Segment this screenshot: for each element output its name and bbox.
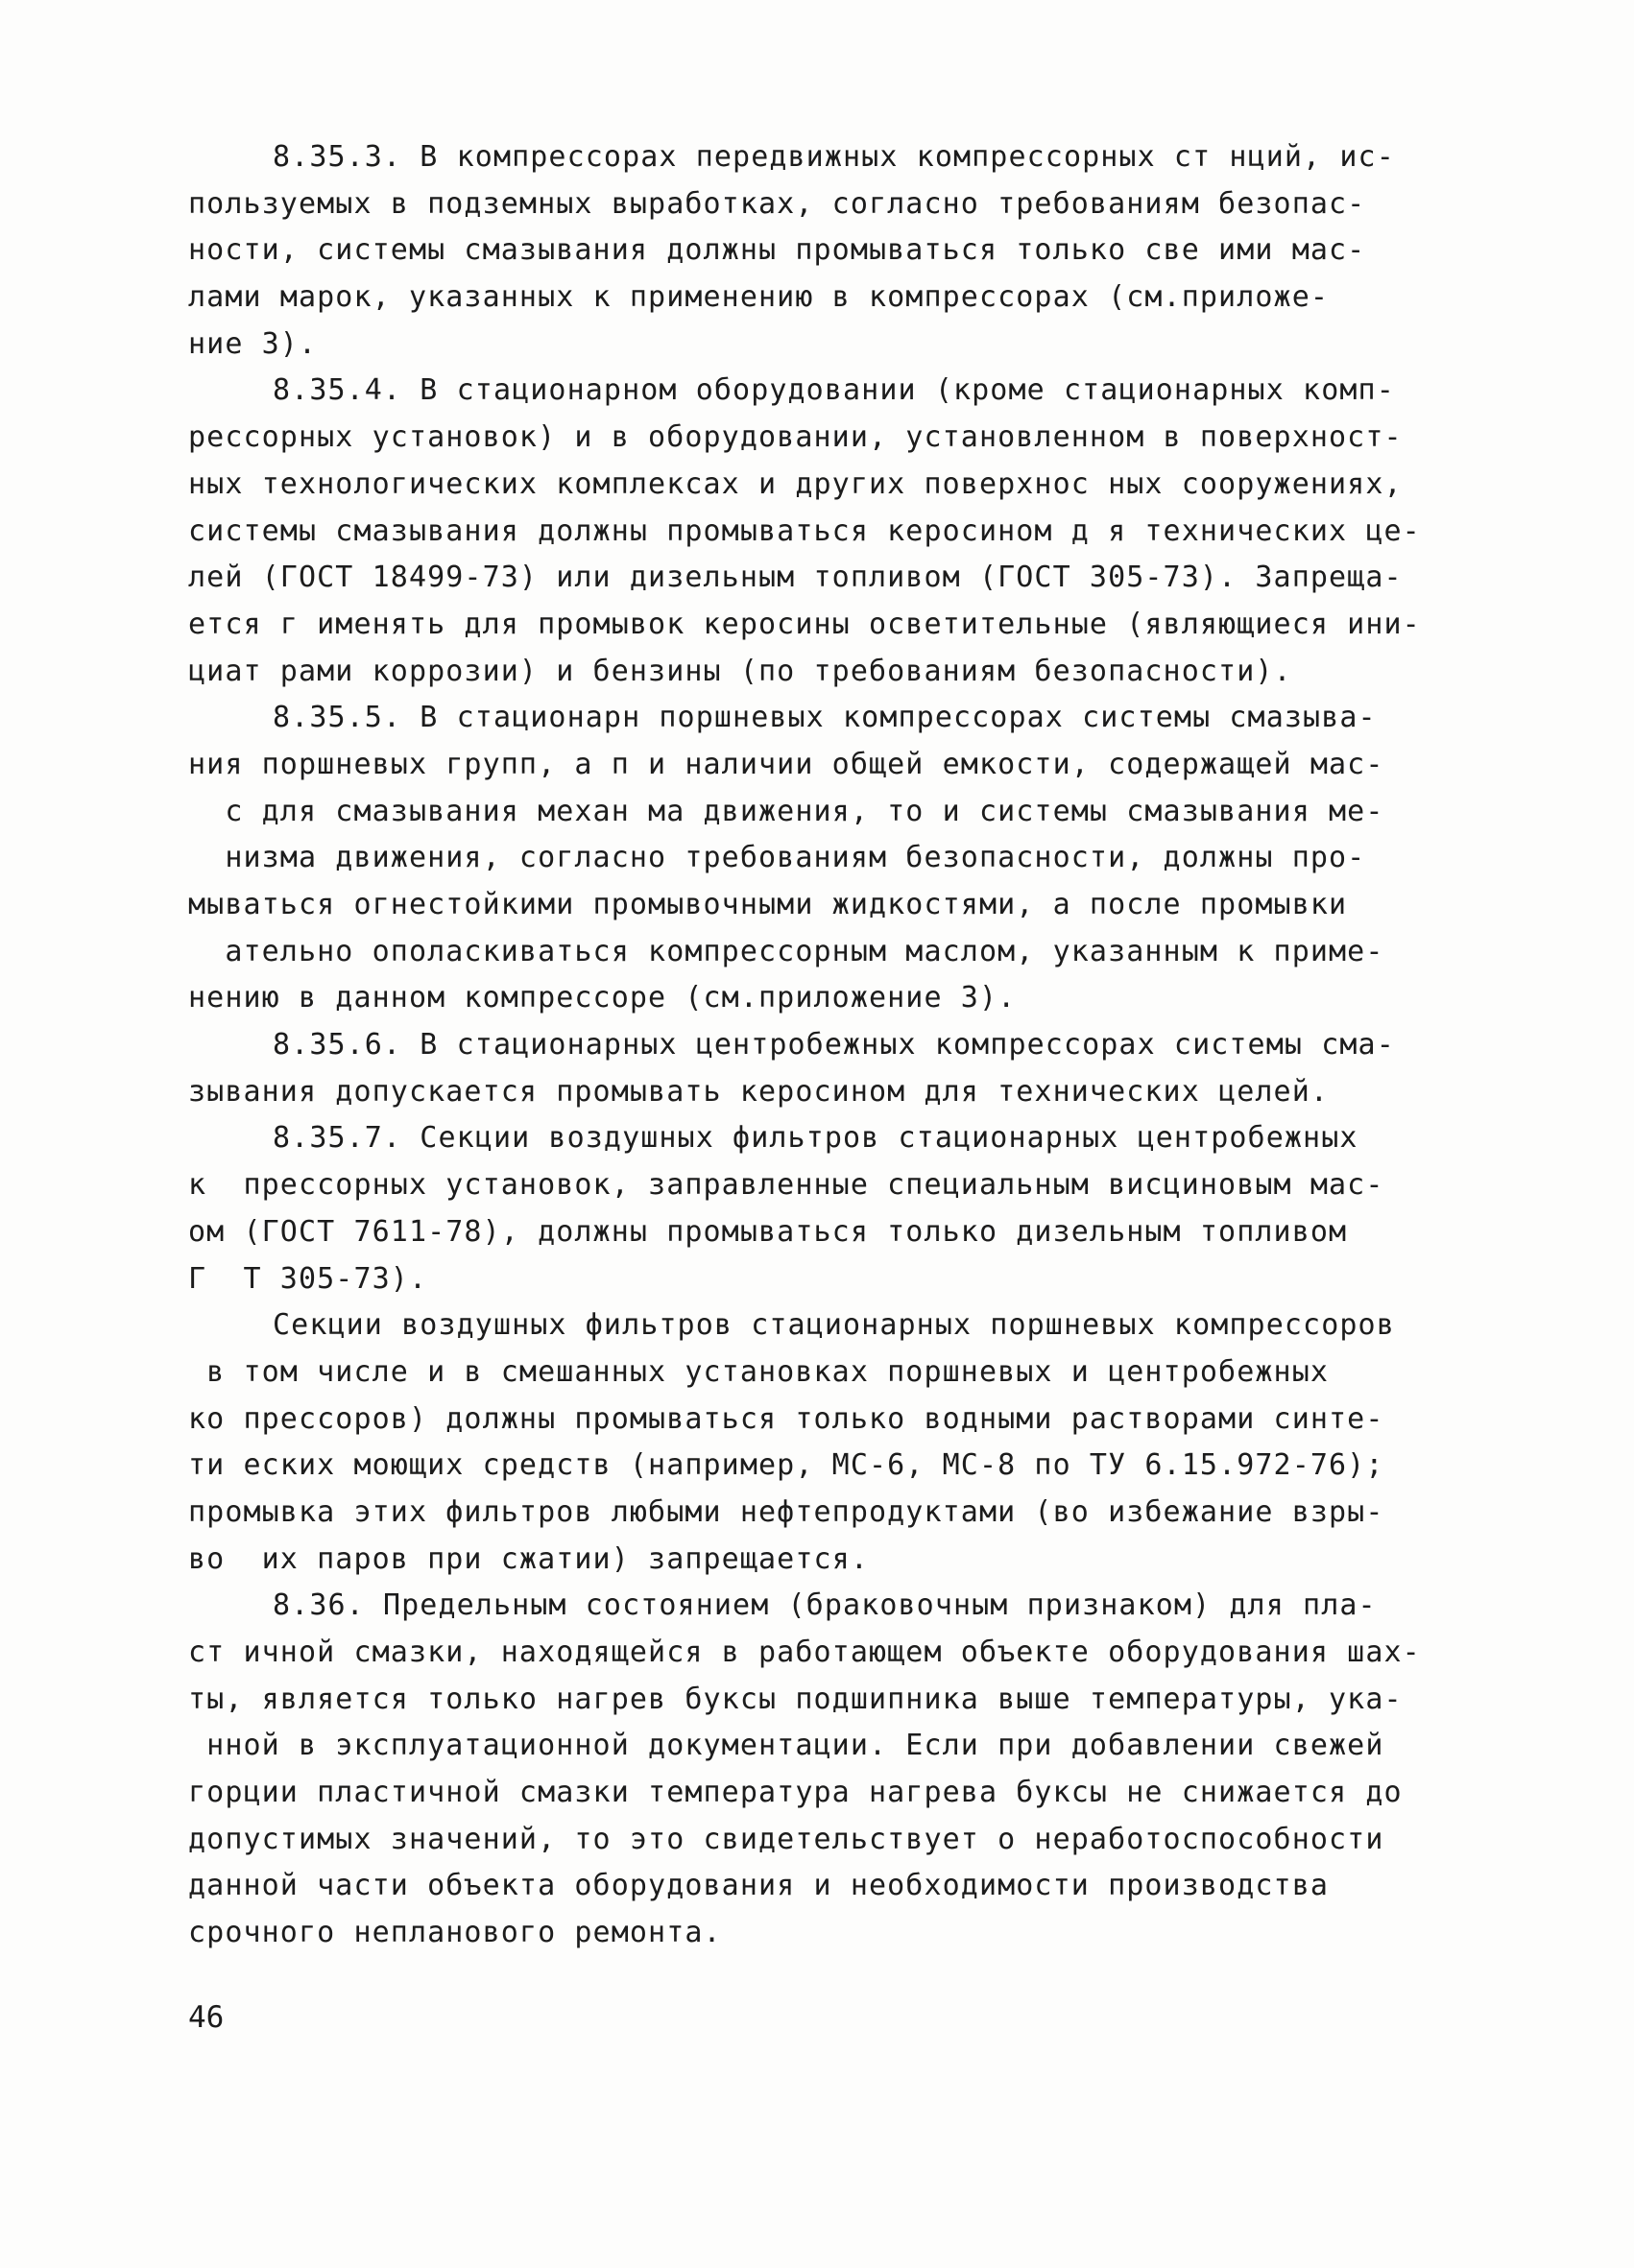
text-line: системы смазывания должны промываться керосином д я технических це- xyxy=(188,513,1421,548)
page-number: 46 xyxy=(188,2000,225,2035)
text-line: 8.35.4. В стационарном оборудовании (кроме стационарных комп- xyxy=(273,373,1395,408)
text-line: ательно ополаскиваться компрессорным маслом, указанным к приме- xyxy=(188,934,1384,968)
text-line: ом (ГОСТ 7611-78), должны промываться только дизельным топливом xyxy=(188,1214,1348,1249)
text-line: нной в эксплуатационной документации. Если при добавлении свежей xyxy=(188,1729,1384,1763)
body-text xyxy=(188,134,1475,1957)
text-line: Секции воздушных фильтров стационарных поршневых компрессоров xyxy=(273,1308,1395,1343)
text-line: срочного непланового ремонта. xyxy=(188,1916,722,1950)
text-line: пользуемых в подземных выработках, согласно требованиям безопас- xyxy=(188,186,1366,221)
text-line: горции пластичной смазки температура нагрева буксы не снижается до xyxy=(188,1776,1403,1810)
text-line: зывания допускается промывать керосином для технических целей. xyxy=(188,1074,1330,1109)
text-line: нению в данном компрессоре (см.приложение 3). xyxy=(188,981,1017,1015)
text-line: мываться огнестойкими промывочными жидкостями, а после промывки xyxy=(188,888,1348,921)
text-line: ние 3). xyxy=(188,326,318,361)
text-line: низма движения, согласно требованиям безопасности, должны про- xyxy=(188,841,1366,875)
text-line: во их паров при сжатии) запрещается. xyxy=(188,1541,869,1576)
text-line: в том числе и в смешанных установках поршневых и центробежных xyxy=(188,1354,1330,1389)
text-line: циат рами коррозии) и бензины (по требованиям безопасности). xyxy=(188,654,1292,688)
text-line: 8.35.5. В стационарн поршневых компрессорах системы смазыва- xyxy=(273,701,1377,735)
text-line: ных технологических комплексах и других поверхнос ных сооружениях, xyxy=(188,466,1403,501)
text-line: 8.35.7. Секции воздушных фильтров стационарных центробежных xyxy=(273,1121,1358,1156)
text-line: ко прессоров) должны промываться только водными растворами синте- xyxy=(188,1401,1384,1436)
text-line: 8.36. Предельным состоянием (браковочным признаком) для пла- xyxy=(273,1588,1377,1623)
text-line: промывка этих фильтров любыми нефтепродуктами (во избежание взры- xyxy=(188,1494,1384,1529)
text-line: данной части объекта оборудования и необходимости производства xyxy=(188,1869,1330,1903)
text-line: ты, является только нагрев буксы подшипника выше температуры, ука- xyxy=(188,1682,1403,1716)
text-line: ния поршневых групп, а п и наличии общей емкости, содержащей мас- xyxy=(188,747,1384,781)
text-line: 8.35.3. В компрессорах передвижных компрессорных ст нций, ис- xyxy=(273,140,1395,174)
text-line: ст ичной смазки, находящейся в работающем объекте оборудования шах- xyxy=(188,1635,1421,1669)
text-line: ности, системы смазывания должны промываться только све ими мас- xyxy=(188,233,1366,268)
text-line: ется г именять для промывок керосины осветительные (являющиеся ини- xyxy=(188,607,1421,641)
text-line: лей (ГОСТ 18499-73) или дизельным топливом (ГОСТ 305-73). Запреща- xyxy=(188,561,1403,595)
text-line: допустимых значений, то это свидетельствует о неработоспособности xyxy=(188,1822,1384,1856)
text-line: лами марок, указанных к применению в компрессорах (см.приложе- xyxy=(188,280,1330,315)
text-line: с для смазывания механ ма движения, то и системы смазывания ме- xyxy=(188,794,1384,828)
text-line: ти еских моющих средств (например, МС-6, МС-8 по ТУ 6.15.972-76); xyxy=(188,1448,1384,1483)
text-line: Г Т 305-73). xyxy=(188,1261,428,1296)
text-line: 8.35.6. В стационарных центробежных компрессорах системы сма- xyxy=(273,1028,1395,1062)
text-line: рессорных установок) и в оборудовании, установленном в поверхност- xyxy=(188,420,1403,455)
text-line: к прессорных установок, заправленные специальным висциновым мас- xyxy=(188,1168,1384,1203)
